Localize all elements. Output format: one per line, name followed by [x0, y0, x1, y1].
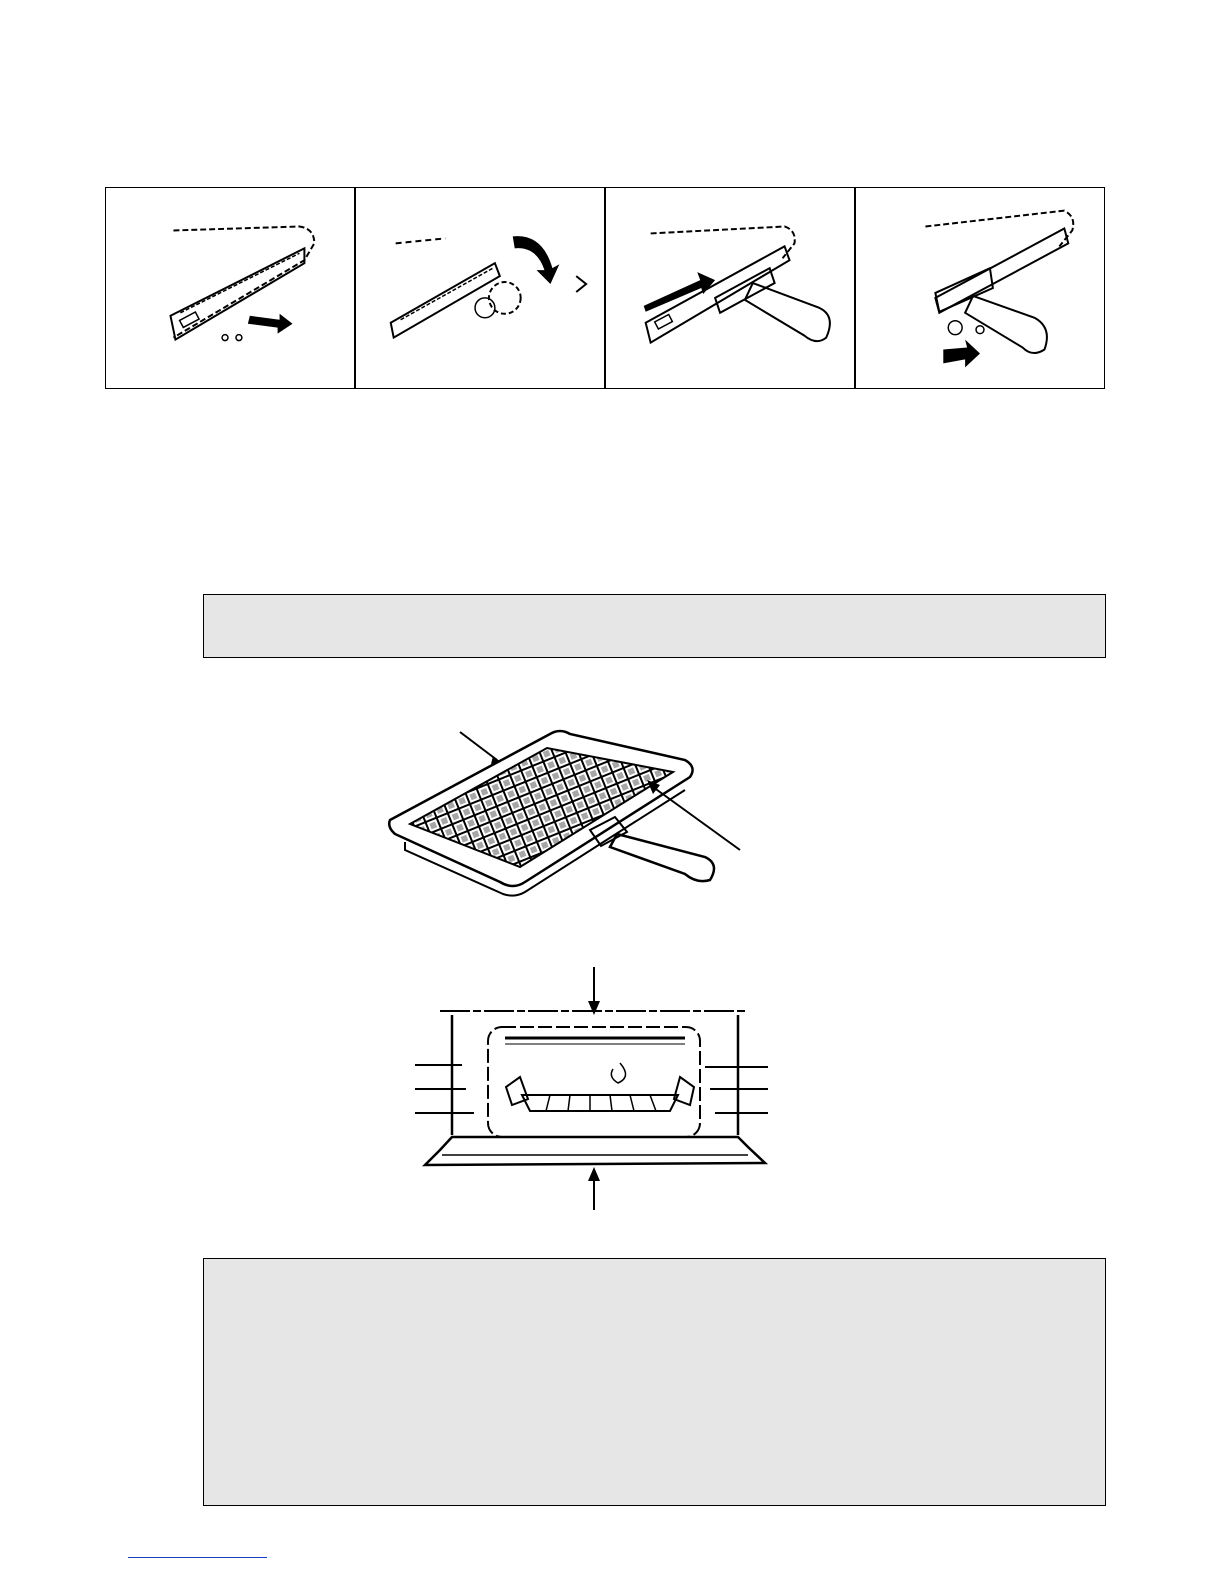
rail-rotate-icon: [356, 188, 604, 388]
step-1-illustration: [106, 188, 354, 388]
note-box: [203, 594, 1106, 658]
handle-slide-in-icon: [606, 188, 854, 388]
step-4-illustration: [854, 188, 1104, 388]
step-3-illustration: [604, 188, 854, 388]
rail-arrow-out-icon: [106, 188, 354, 388]
grill-pan-with-grid-icon: [385, 722, 745, 897]
step-2-illustration: [354, 188, 604, 388]
footer-link-rule[interactable]: [128, 1557, 267, 1558]
handle-lock-icon: [856, 188, 1104, 388]
oven-front-figure: [410, 965, 775, 1215]
grill-pan-figure: [385, 722, 745, 897]
oven-front-shelf-levels-icon: [410, 965, 775, 1215]
step-illustration-strip: [105, 187, 1105, 389]
note-box: [203, 1258, 1106, 1506]
